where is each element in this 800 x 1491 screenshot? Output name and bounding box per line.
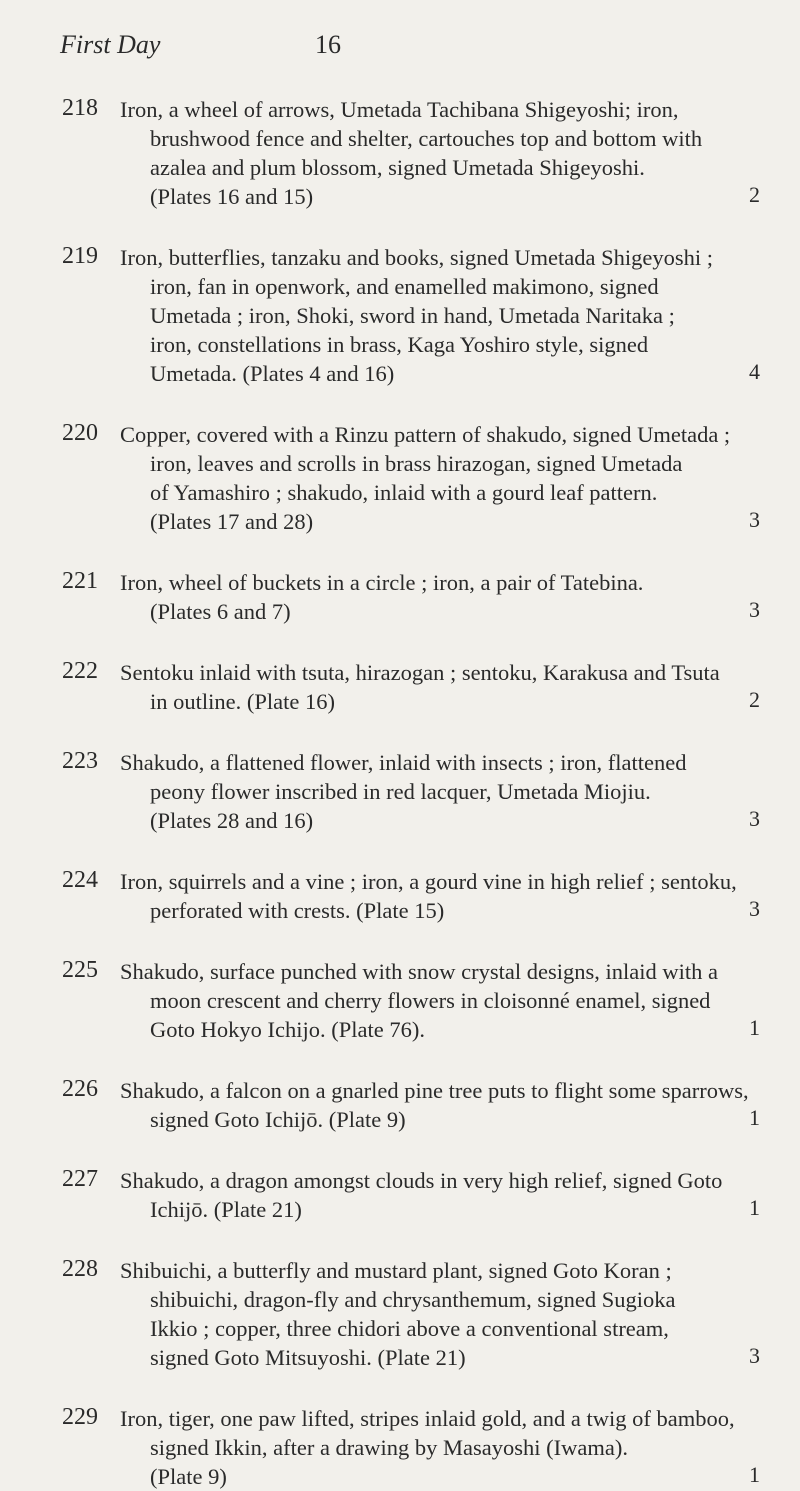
description-line: Umetada. (Plates 4 and 16)	[150, 361, 395, 386]
lot-number: 222	[62, 658, 98, 684]
lot-description	[120, 95, 763, 211]
description-line: Iron, butterflies, tanzaku and books, signed Umetada Shigeyoshi ;	[120, 245, 713, 270]
description-line: Iron, squirrels and a vine ; iron, a gourd vine in high relief ; sentoku,	[120, 869, 737, 894]
description-line: Shakudo, a falcon on a gnarled pine tree puts to flight some sparrows,	[120, 1078, 749, 1103]
description-line: iron, constellations in brass, Kaga Yoshiro style, signed	[150, 332, 649, 357]
description-line: Goto Hokyo Ichijo. (Plate 76).	[150, 1017, 425, 1042]
lot-description	[120, 1256, 763, 1372]
description-line: signed Goto Ichijō. (Plate 9)	[150, 1107, 406, 1132]
lot-quantity: 1	[749, 1195, 760, 1220]
lot-number: 227	[62, 1166, 98, 1192]
lot-description	[120, 1404, 763, 1491]
description-line: Umetada ; iron, Shoki, sword in hand, Umetada Naritaka ;	[150, 303, 675, 328]
description-line: (Plates 16 and 15)	[150, 184, 314, 209]
description-line: Copper, covered with a Rinzu pattern of shakudo, signed Umetada ;	[120, 422, 731, 447]
description-line: Shakudo, a flattened flower, inlaid with insects ; iron, flattened	[120, 750, 687, 775]
description-line: iron, fan in openwork, and enamelled makimono, signed	[150, 274, 659, 299]
description-line: moon crescent and cherry flowers in cloisonné enamel, signed	[150, 988, 711, 1013]
lot-quantity: 3	[749, 806, 760, 831]
lot-number: 221	[62, 568, 98, 594]
lot-number: 218	[62, 95, 98, 121]
lot-quantity: 1	[749, 1015, 760, 1040]
description-line: brushwood fence and shelter, cartouches top and bottom with	[150, 126, 703, 151]
lot-number: 219	[62, 243, 98, 269]
description-line: Iron, tiger, one paw lifted, stripes inlaid gold, and a twig of bamboo,	[120, 1406, 735, 1431]
description-line: Iron, a wheel of arrows, Umetada Tachibana Shigeyoshi; iron,	[120, 97, 679, 122]
lot-description	[120, 748, 763, 835]
lot-quantity: 3	[749, 896, 760, 921]
lot-number: 220	[62, 420, 98, 446]
description-line: Ichijō. (Plate 21)	[150, 1197, 302, 1222]
description-line: Iron, wheel of buckets in a circle ; iron, a pair of Tatebina.	[120, 570, 644, 595]
lot-number: 229	[62, 1404, 98, 1430]
description-line: signed Ikkin, after a drawing by Masayoshi (Iwama).	[150, 1435, 628, 1460]
description-line: Shakudo, a dragon amongst clouds in very high relief, signed Goto	[120, 1168, 723, 1193]
description-line: (Plates 6 and 7)	[150, 599, 291, 624]
page-header	[60, 30, 760, 70]
lot-quantity: 4	[749, 359, 760, 384]
lot-description	[120, 957, 763, 1044]
lot-description	[120, 1166, 763, 1224]
lot-number: 226	[62, 1076, 98, 1102]
lot-description	[120, 243, 763, 388]
description-line: shibuichi, dragon-fly and chrysanthemum, signed Sugioka	[150, 1287, 676, 1312]
lot-description	[120, 658, 763, 716]
lot-description	[120, 568, 763, 626]
lot-description	[120, 420, 763, 536]
description-line: (Plates 17 and 28)	[150, 509, 314, 534]
page-running-title: First Day	[60, 30, 161, 59]
lot-number: 225	[62, 957, 98, 983]
description-line: signed Goto Mitsuyoshi. (Plate 21)	[150, 1345, 466, 1370]
page-number: 16	[315, 30, 341, 59]
lot-quantity: 2	[749, 182, 760, 207]
description-line: of Yamashiro ; shakudo, inlaid with a gourd leaf pattern.	[150, 480, 658, 505]
description-line: iron, leaves and scrolls in brass hirazogan, signed Umetada	[150, 451, 683, 476]
lot-quantity: 1	[749, 1462, 760, 1487]
lot-number: 223	[62, 748, 98, 774]
description-line: Shibuichi, a butterfly and mustard plant, signed Goto Koran ;	[120, 1258, 672, 1283]
description-line: Sentoku inlaid with tsuta, hirazogan ; sentoku, Karakusa and Tsuta	[120, 660, 720, 685]
lot-quantity: 2	[749, 687, 760, 712]
lot-quantity: 3	[749, 507, 760, 532]
description-line: perforated with crests. (Plate 15)	[150, 898, 445, 923]
description-line: azalea and plum blossom, signed Umetada Shigeyoshi.	[150, 155, 645, 180]
lot-description	[120, 867, 763, 925]
lot-quantity: 3	[749, 1343, 760, 1368]
description-line: Shakudo, surface punched with snow crystal designs, inlaid with a	[120, 959, 719, 984]
lot-number: 224	[62, 867, 98, 893]
description-line: (Plates 28 and 16)	[150, 808, 314, 833]
description-line: (Plate 9)	[150, 1464, 227, 1489]
description-line: peony flower inscribed in red lacquer, Umetada Miojiu.	[150, 779, 651, 804]
description-line: in outline. (Plate 16)	[150, 689, 335, 714]
lot-number: 228	[62, 1256, 98, 1282]
lot-quantity: 3	[749, 597, 760, 622]
description-line: Ikkio ; copper, three chidori above a conventional stream,	[150, 1316, 669, 1341]
lot-description	[120, 1076, 763, 1134]
lot-quantity: 1	[749, 1105, 760, 1130]
